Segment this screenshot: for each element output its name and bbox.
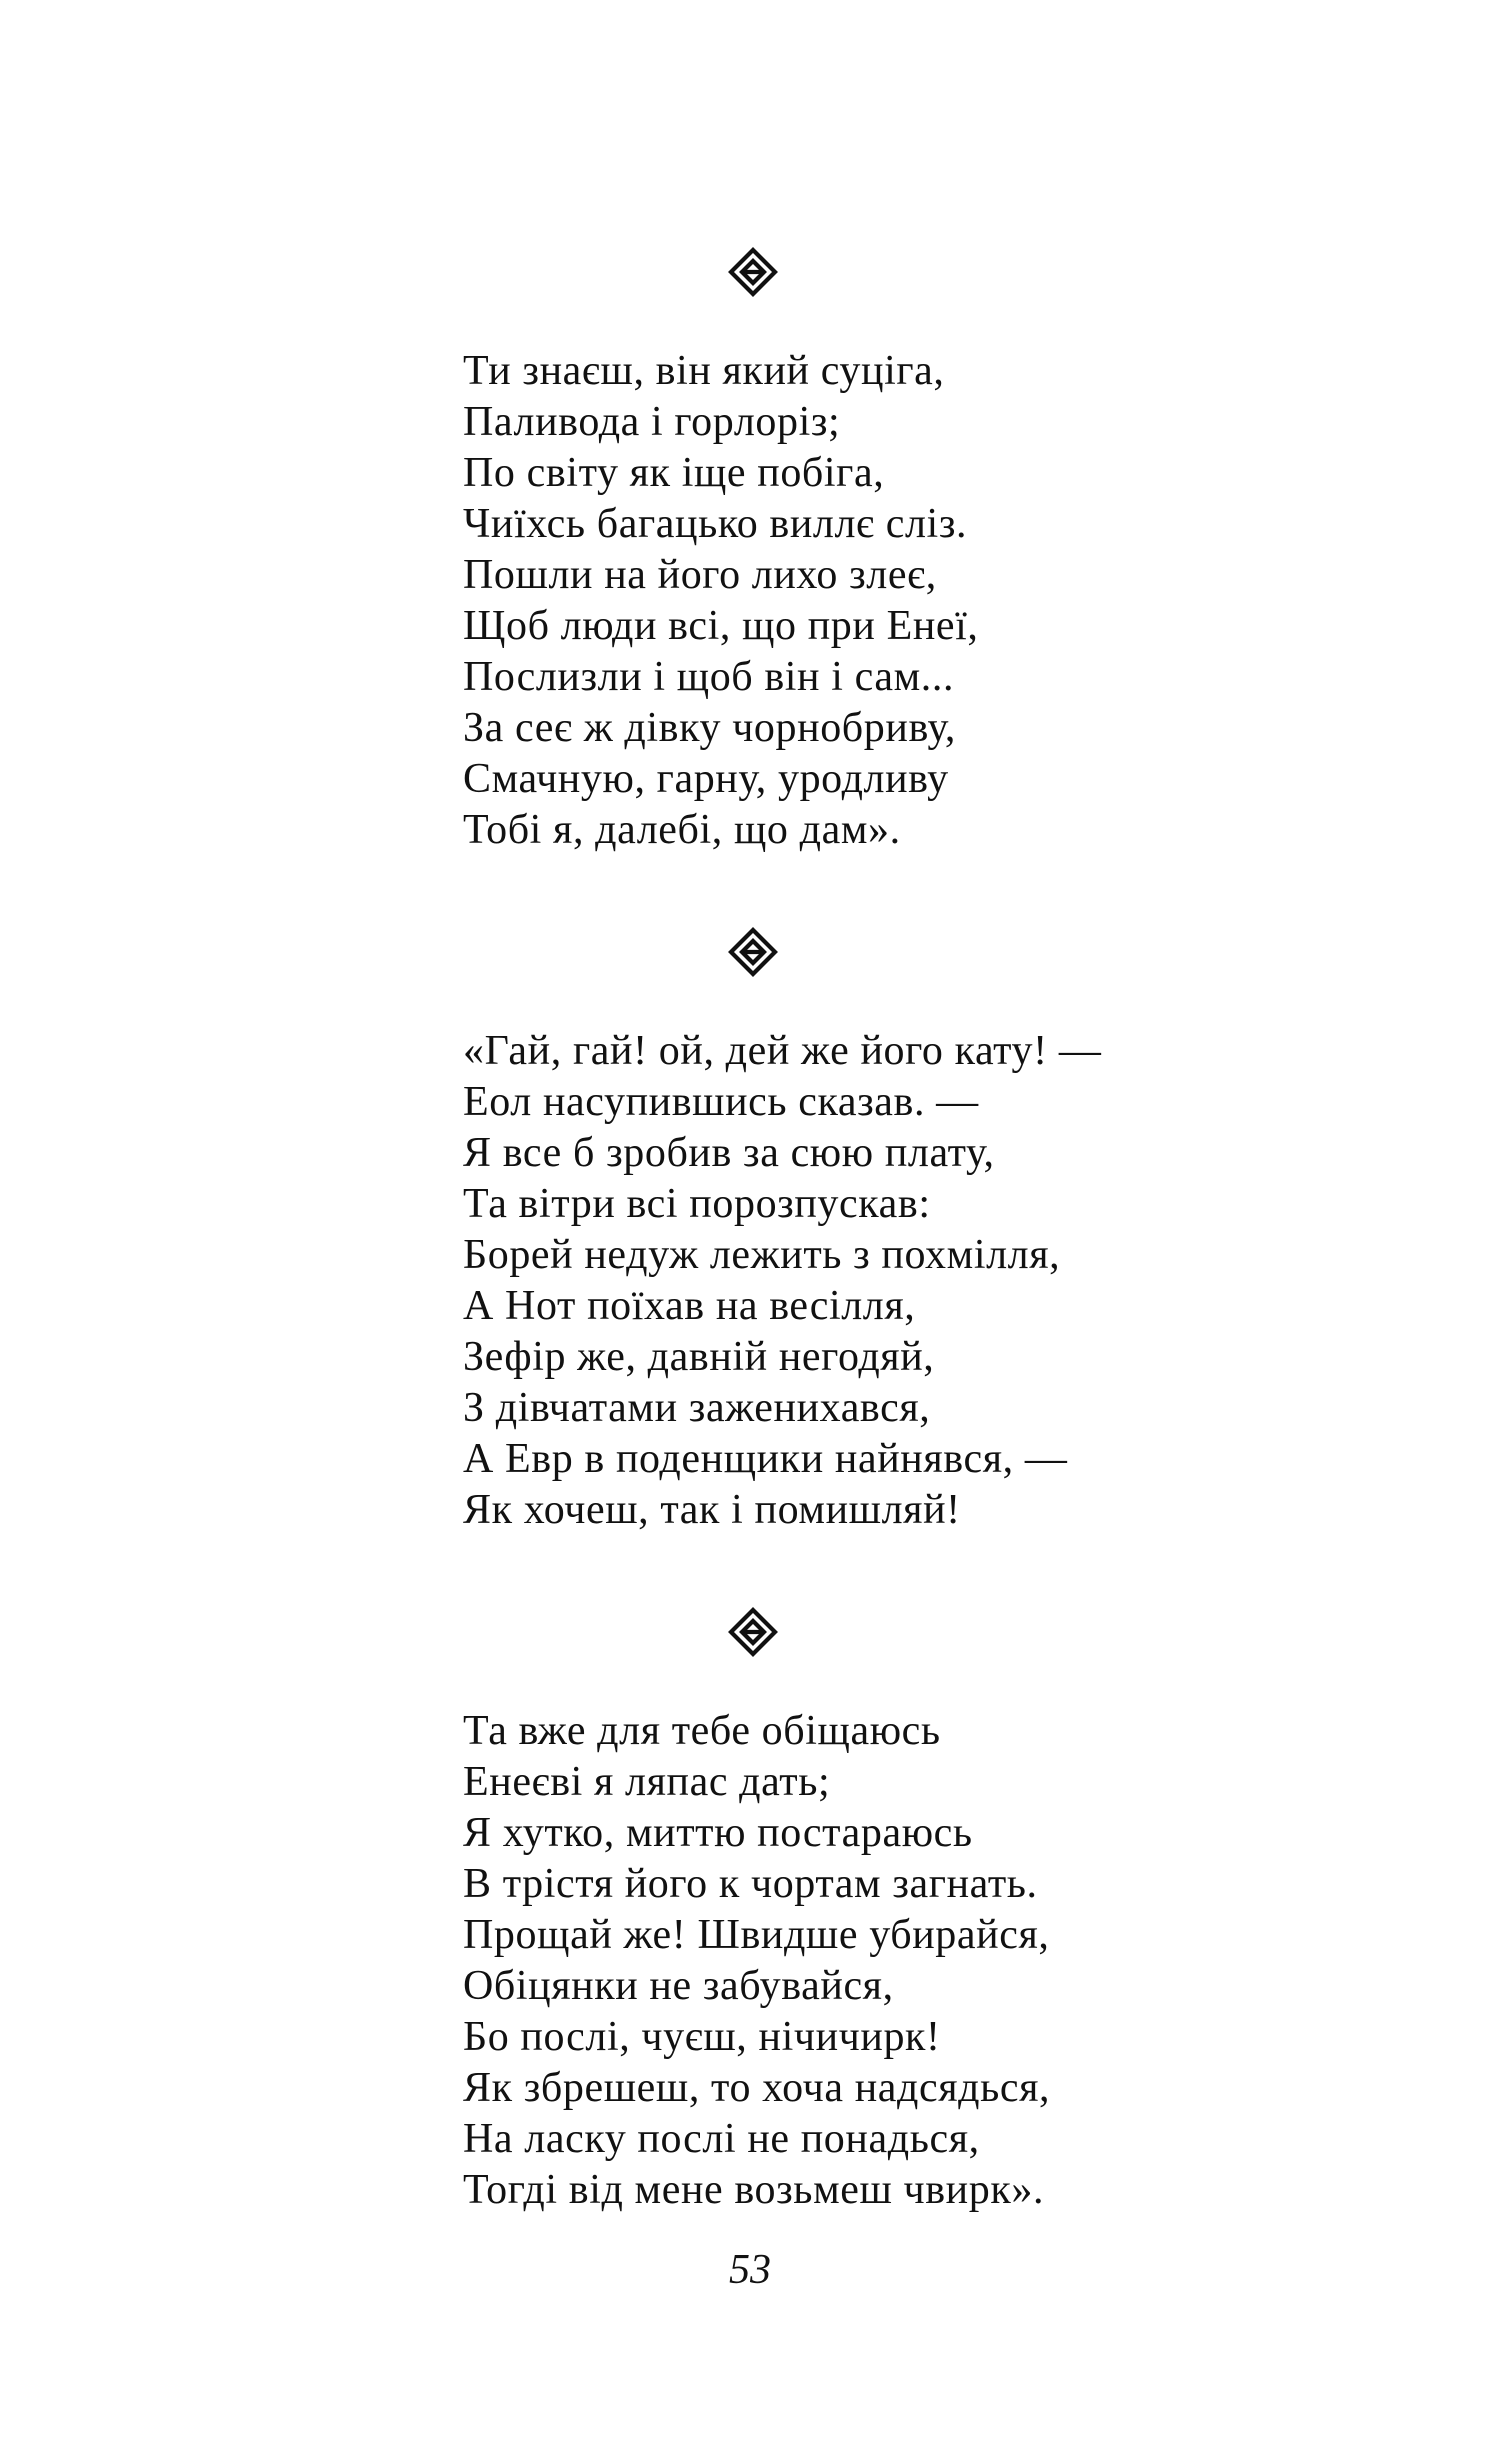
verse-line: А Нот поїхав на весілля, bbox=[463, 1283, 916, 1329]
verse-line: В трістя його к чортам загнать. bbox=[463, 1861, 1038, 1907]
verse-line: Паливода і горлоріз; bbox=[463, 399, 841, 445]
verse-line: Еол насупившись сказав. — bbox=[463, 1079, 979, 1125]
verse-line: «Гай, гай! ой, дей же його кату! — bbox=[463, 1028, 1102, 1074]
verse-line: По світу як іще побіга, bbox=[463, 450, 885, 496]
verse-line: Прощай же! Швидше убирайся, bbox=[463, 1912, 1050, 1958]
verse-line: На ласку послі не понадься, bbox=[463, 2116, 980, 2162]
interlaced-diamond-ornament-icon bbox=[725, 924, 781, 980]
verse-line: Тобі я, далебі, що дам». bbox=[463, 807, 901, 853]
verse-line: Ти знаєш, він який суціга, bbox=[463, 348, 945, 394]
stanza-2 bbox=[463, 1026, 1363, 1536]
verse-line: Послизли і щоб він і сам... bbox=[463, 654, 955, 700]
page-number: 53 bbox=[729, 2247, 771, 2293]
verse-line: Бо послі, чуєш, нічичирк! bbox=[463, 2014, 941, 2060]
verse-line: Я хутко, миттю постараюсь bbox=[463, 1810, 973, 1856]
verse-line: Я все б зробив за сюю плату, bbox=[463, 1130, 995, 1176]
verse-line: За сеє ж дівку чорнобриву, bbox=[463, 705, 956, 751]
verse-line: Та вітри всі порозпускав: bbox=[463, 1181, 931, 1227]
verse-line: Енеєві я ляпас дать; bbox=[463, 1759, 831, 1805]
verse-line: Як збрешеш, то хоча надсядься, bbox=[463, 2065, 1051, 2111]
verse-line: Тогді від мене возьмеш чвирк». bbox=[463, 2167, 1045, 2213]
verse-line: Чиїхсь багацько виллє сліз. bbox=[463, 501, 968, 547]
stanza-3 bbox=[463, 1706, 1363, 2216]
interlaced-diamond-ornament-icon bbox=[725, 1604, 781, 1660]
interlaced-diamond-ornament-icon bbox=[725, 244, 781, 300]
verse-line: Щоб люди всі, що при Енеї, bbox=[463, 603, 979, 649]
verse-line: З дівчатами заженихався, bbox=[463, 1385, 931, 1431]
verse-line: Пошли на його лихо злеє, bbox=[463, 552, 937, 598]
verse-line: Смачную, гарну, уродливу bbox=[463, 756, 949, 802]
verse-line: Обіцянки не забувайся, bbox=[463, 1963, 894, 2009]
verse-line: Зефір же, давній негодяй, bbox=[463, 1334, 935, 1380]
verse-line: А Евр в поденщики найнявся, — bbox=[463, 1436, 1068, 1482]
verse-line: Як хочеш, так і помишляй! bbox=[463, 1487, 961, 1533]
verse-line: Борей недуж лежить з похмілля, bbox=[463, 1232, 1061, 1278]
stanza-1 bbox=[463, 346, 1363, 856]
verse-line: Та вже для тебе обіщаюсь bbox=[463, 1708, 941, 1754]
